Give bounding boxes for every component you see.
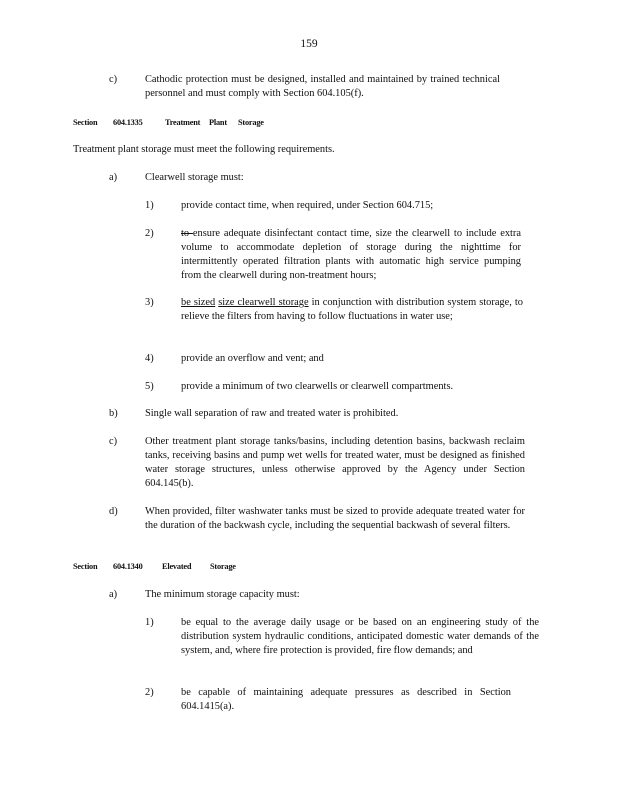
section-title-word: Plant [209,118,227,127]
section-heading-1340 [73,562,236,571]
page-number: 159 [300,38,318,50]
section-number: 604.1340 [113,562,143,571]
item-label: b) [109,408,118,419]
subitem-number: 4) [145,353,154,364]
paragraph-single-wall: Single wall separation of raw and treated water is prohibited. [145,408,399,419]
section-title-word: Storage [238,118,264,127]
storage-capacity-intro: The minimum storage capacity must: [145,589,300,600]
paragraph-other-storage: Other treatment plant storage tanks/basins, including detention basins, backwash reclaim tanks, receiving basins and pump wet wells for treated water, must be designed as finished water storage structures, unless otherwise approved by the Agency under Section 604.145(b). [145,436,525,489]
inserted-text: be sized [181,297,216,308]
subitem-text: be sized size clearwell storage in conjunction with distribution system storage, to relieve the filters from having to follow fluctuations in water use; [181,297,523,322]
section-title-word: Treatment [165,118,201,127]
subitem-text: provide an overflow and vent; and [181,353,324,364]
clearwell-intro: Clearwell storage must: [145,172,244,183]
subitem-text: be capable of maintaining adequate pressures as described in Section 604.1415(a). [181,687,511,712]
section-word: Section [73,118,98,127]
subitem-text: to ensure adequate disinfectant contact time, size the clearwell to include extra volume to accommodate depletion of storage during the nighttime for intermittently operated filtration plants with automatic high service pumping from the clearwell during non-treatment hours; [181,228,521,281]
section-heading-1335 [73,118,264,127]
section-title-word: Storage [210,562,236,571]
subitem-number: 2) [145,687,154,698]
deleted-text: to [181,228,193,239]
paragraph-washwater: When provided, filter washwater tanks must be sized to provide adequate treated water for the duration of the backwash cycle, including the sequential backwash of several filters. [145,506,525,531]
subitem-text: be equal to the average daily usage or be based on an engineering study of the distribution system hydraulic conditions, anticipated domestic water demands of the system, and, where fire protection is provided, fire flow demands; and [181,617,539,656]
subitem-text: provide contact time, when required, under Section 604.715; [181,200,434,211]
subitem-number: 1) [145,617,154,628]
item-label: a) [109,172,118,183]
subitem-number: 5) [145,381,154,392]
item-label: c) [109,74,118,85]
paragraph-cathodic-protection: Cathodic protection must be designed, installed and maintained by trained technical personnel and must comply with Section 604.105(f). [145,74,500,99]
item-label: c) [109,436,118,447]
item-label: d) [109,506,118,517]
subitem-number: 2) [145,228,154,239]
subitem-text: provide a minimum of two clearwells or clearwell compartments. [181,381,454,392]
subitem-number: 1) [145,200,154,211]
section-number: 604.1335 [113,118,143,127]
section-intro: Treatment plant storage must meet the following requirements. [73,144,335,155]
subitem-number: 3) [145,297,154,308]
section-title-word: Elevated [162,562,192,571]
item-label: a) [109,589,118,600]
deleted-text: size clearwell storage [218,297,309,308]
section-word: Section [73,562,98,571]
